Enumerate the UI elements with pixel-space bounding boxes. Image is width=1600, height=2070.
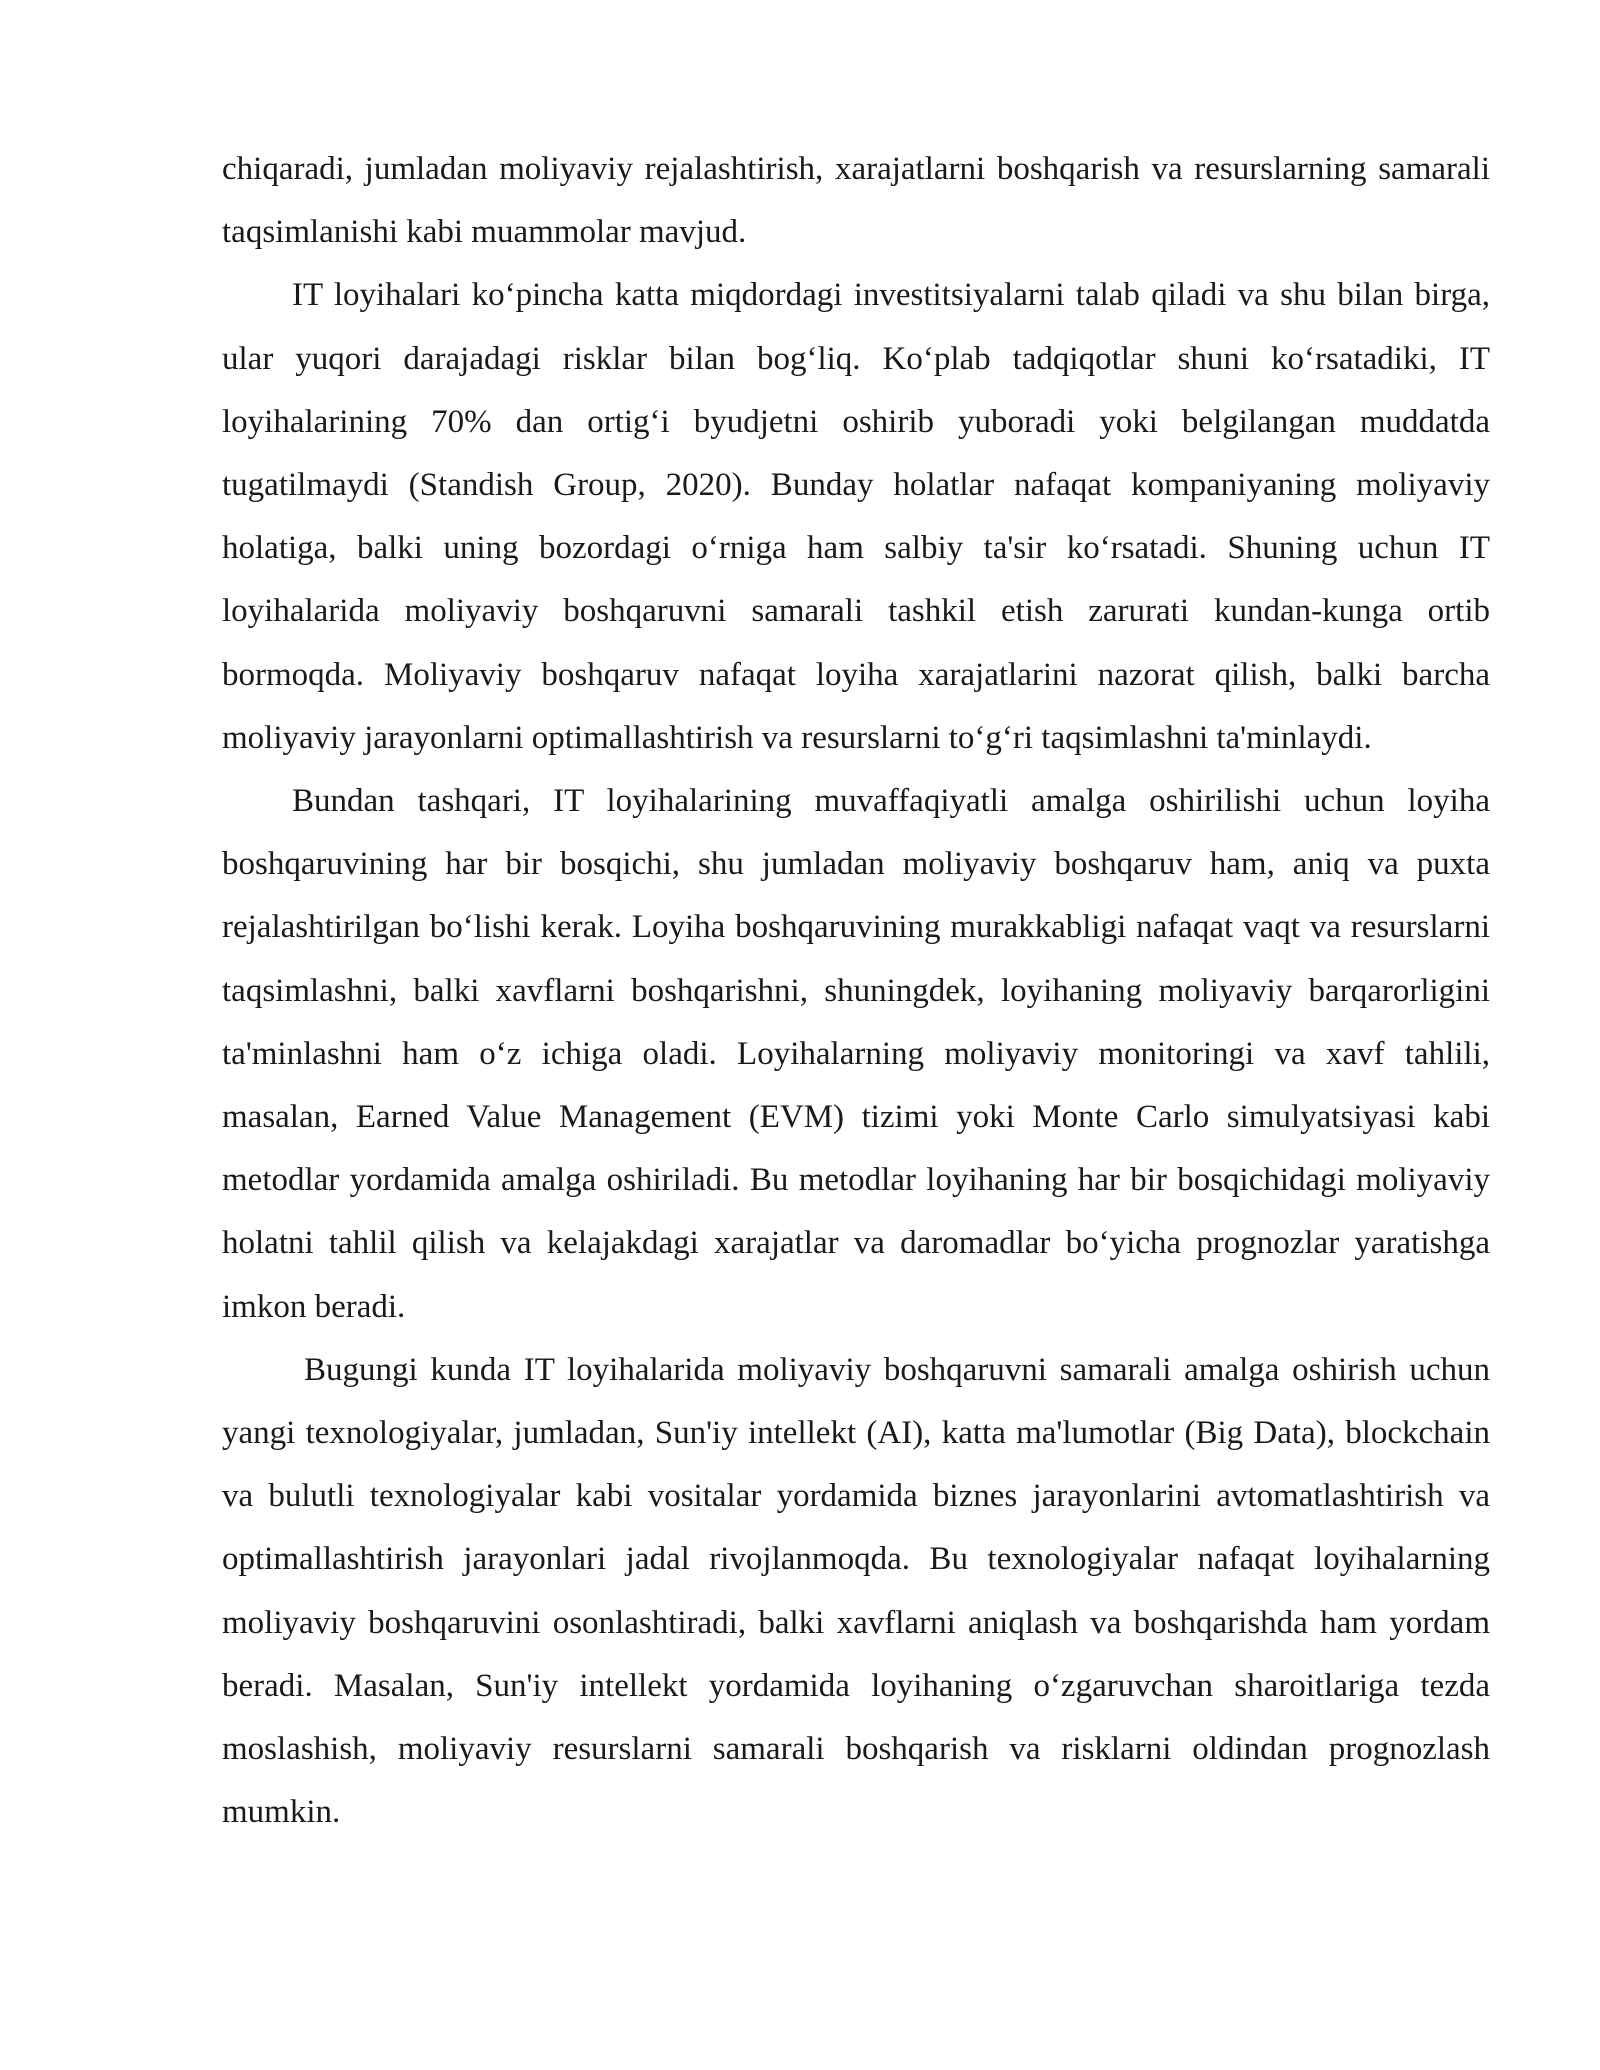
paragraph-4: Bugungi kunda IT loyihalarida moliyaviy boshqaruvni samarali amalga oshirish uchun yangi texnologiyalar, jumladan, Sun'iy intellekt (AI), katta ma'lumotlar (Big Data), blockchain va bulutli texnologiyalar kabi vositalar yordamida biznes jarayonlarini avtomatlashtirish va optimallashtirish jarayonlari jadal rivojlanmoqda. Bu texnologiyalar nafaqat loyihalarning moliyaviy boshqaruvini osonlashtiradi, balki xavflarni aniqlash va boshqarishda ham yordam beradi. Masalan, Sun'iy intellekt yordamida loyihaning o‘zgaruvchan sharoitlariga tezda moslashish, moliyaviy resurslarni samarali boshqarish va risklarni oldindan prognozlash mumkin. — [222, 1351, 1490, 1831]
paragraph-1: chiqaradi, jumladan moliyaviy rejalashtirish, xarajatlarni boshqarish va resurslarning samarali taqsimlanishi kabi muammolar mavjud. — [222, 151, 1490, 251]
paragraph-2: IT loyihalari ko‘pincha katta miqdordagi investitsiyalarni talab qiladi va shu bilan birga, ular yuqori darajadagi risklar bilan bog‘liq. Ko‘plab tadqiqotlar shuni ko‘rsatadiki, IT loyihalarining 70% dan ortig‘i byudjetni oshirib yuboradi yoki belgilangan muddatda tugatilmaydi (Standish Group, 2020). Bunday holatlar nafaqat kompaniyaning moliyaviy holatiga, balki uning bozordagi o‘rniga ham salbiy ta'sir ko‘rsatadi. Shuning uchun IT loyihalarida moliyaviy boshqaruvni samarali tashkil etish zarurati kundan-kunga ortib bormoqda. Moliyaviy boshqaruv nafaqat loyiha xarajatlarini nazorat qilish, balki barcha moliyaviy jarayonlarni optimallashtirish va resurslarni to‘g‘ri taqsimlashni ta'minlaydi. — [222, 277, 1490, 756]
paragraph-3: Bundan tashqari, IT loyihalarining muvaffaqiyatli amalga oshirilishi uchun loyiha boshqaruvining har bir bosqichi, shu jumladan moliyaviy boshqaruv ham, aniq va puxta rejalashtirilgan bo‘lishi kerak. Loyiha boshqaruvining murakkabligi nafaqat vaqt va resurslarni taqsimlashni, balki xavflarni boshqarishni, shuningdek, loyihaning moliyaviy barqarorligini ta'minlashni ham o‘z ichiga oladi. Loyihalarning moliyaviy monitoringi va xavf tahlili, masalan, Earned Value Management (EVM) tizimi yoki Monte Carlo simulyatsiyasi kabi metodlar yordamida amalga oshiriladi. Bu metodlar loyihaning har bir bosqichidagi moliyaviy holatni tahlil qilish va kelajakdagi xarajatlar va daromadlar bo‘yicha prognozlar yaratishga imkon beradi. — [222, 783, 1490, 1325]
document-page — [222, 138, 1490, 1844]
